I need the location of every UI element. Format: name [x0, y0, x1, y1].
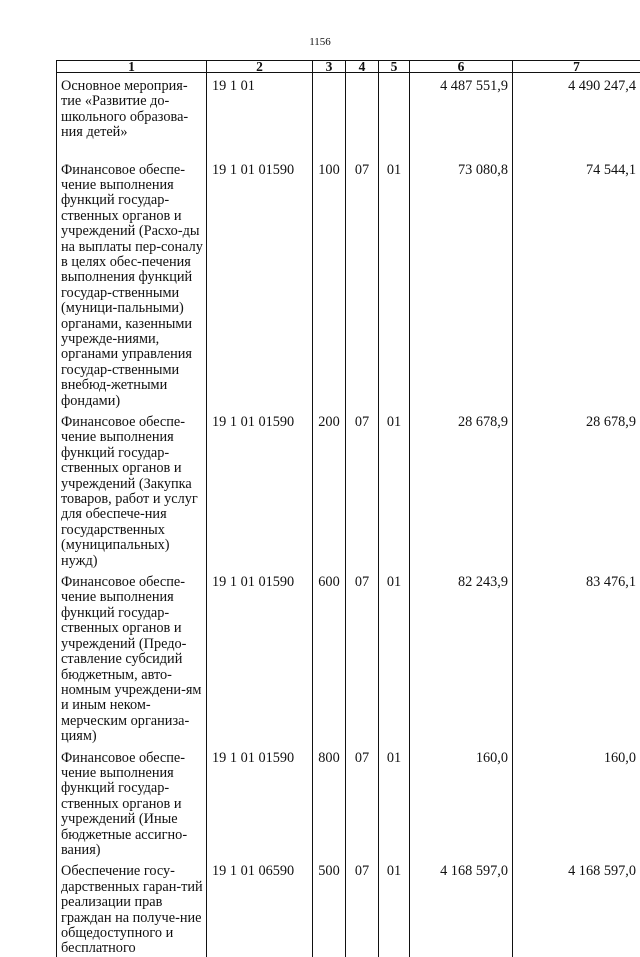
- row-value-6: 160,0: [410, 745, 513, 859]
- row-vr: [313, 73, 346, 157]
- table-row: [57, 858, 640, 956]
- row-value-7: 160,0: [513, 745, 640, 859]
- row-code: 19 1 01: [207, 73, 313, 157]
- row-pr: 01: [379, 858, 410, 956]
- row-value-6: 4 168 597,0: [410, 858, 513, 956]
- row-name: Финансовое обеспе-чение выполнения функций государ-ственных органов и учреждений (Предо-ставление субсидий бюджетным, авто-номным учреждени-ям и иным неком-мерческим организа-циям): [57, 569, 207, 744]
- row-rz: 07: [346, 858, 379, 956]
- row-value-6: 4 487 551,9: [410, 73, 513, 157]
- row-value-7: 4 168 597,0: [513, 858, 640, 956]
- row-name: Основное мероприя-тие «Развитие до-школьного образова-ния детей»: [57, 73, 207, 157]
- row-pr: 01: [379, 409, 410, 569]
- row-pr: [379, 73, 410, 157]
- row-rz: 07: [346, 569, 379, 744]
- row-name: Обеспечение госу-дарственных гаран-тий реализации прав граждан на получе-ние общедоступного и бесплатного: [57, 858, 207, 956]
- row-value-7: 4 490 247,4: [513, 73, 640, 157]
- row-name: Финансовое обеспе-чение выполнения функций государ-ственных органов и учреждений (Иные бюджетные ассигно-вания): [57, 745, 207, 859]
- row-rz: 07: [346, 157, 379, 410]
- row-pr: 01: [379, 745, 410, 859]
- row-value-7: 83 476,1: [513, 569, 640, 744]
- row-rz: 07: [346, 409, 379, 569]
- page-number: 1156: [0, 36, 640, 48]
- col-header-4: 4: [346, 61, 379, 73]
- row-code: 19 1 01 01590: [207, 745, 313, 859]
- row-rz: 07: [346, 745, 379, 859]
- col-header-1: 1: [57, 61, 207, 73]
- table-row: [57, 409, 640, 569]
- row-pr: 01: [379, 569, 410, 744]
- row-value-6: 73 080,8: [410, 157, 513, 410]
- row-vr: 200: [313, 409, 346, 569]
- row-code: 19 1 01 01590: [207, 569, 313, 744]
- row-rz: [346, 73, 379, 157]
- table-row: [57, 569, 640, 744]
- row-vr: 800: [313, 745, 346, 859]
- budget-table: [56, 60, 640, 957]
- row-value-7: 28 678,9: [513, 409, 640, 569]
- row-value-6: 28 678,9: [410, 409, 513, 569]
- col-header-3: 3: [313, 61, 346, 73]
- row-name: Финансовое обеспе-чение выполнения функций государ-ственных органов и учреждений (Закупка товаров, работ и услуг для обеспече-ния государственных (муниципальных) нужд): [57, 409, 207, 569]
- table-row: [57, 157, 640, 410]
- row-code: 19 1 01 01590: [207, 409, 313, 569]
- row-vr: 100: [313, 157, 346, 410]
- row-vr: 600: [313, 569, 346, 744]
- row-code: 19 1 01 01590: [207, 157, 313, 410]
- col-header-5: 5: [379, 61, 410, 73]
- row-code: 19 1 01 06590: [207, 858, 313, 956]
- col-header-2: 2: [207, 61, 313, 73]
- table-row: [57, 745, 640, 859]
- col-header-7: 7: [513, 61, 640, 73]
- row-value-7: 74 544,1: [513, 157, 640, 410]
- row-pr: 01: [379, 157, 410, 410]
- row-vr: 500: [313, 858, 346, 956]
- header-row: [57, 61, 640, 73]
- col-header-6: 6: [410, 61, 513, 73]
- row-value-6: 82 243,9: [410, 569, 513, 744]
- table-row: [57, 73, 640, 157]
- row-name: Финансовое обеспе-чение выполнения функций государ-ственных органов и учреждений (Расхо-ды на выплаты пер-соналу в целях обес-печения выполнения функций государ-ственными (муници-пальными) органами, казенными учрежде-ниями, органами управления государ-ственными внебюд-жетными фондами): [57, 157, 207, 410]
